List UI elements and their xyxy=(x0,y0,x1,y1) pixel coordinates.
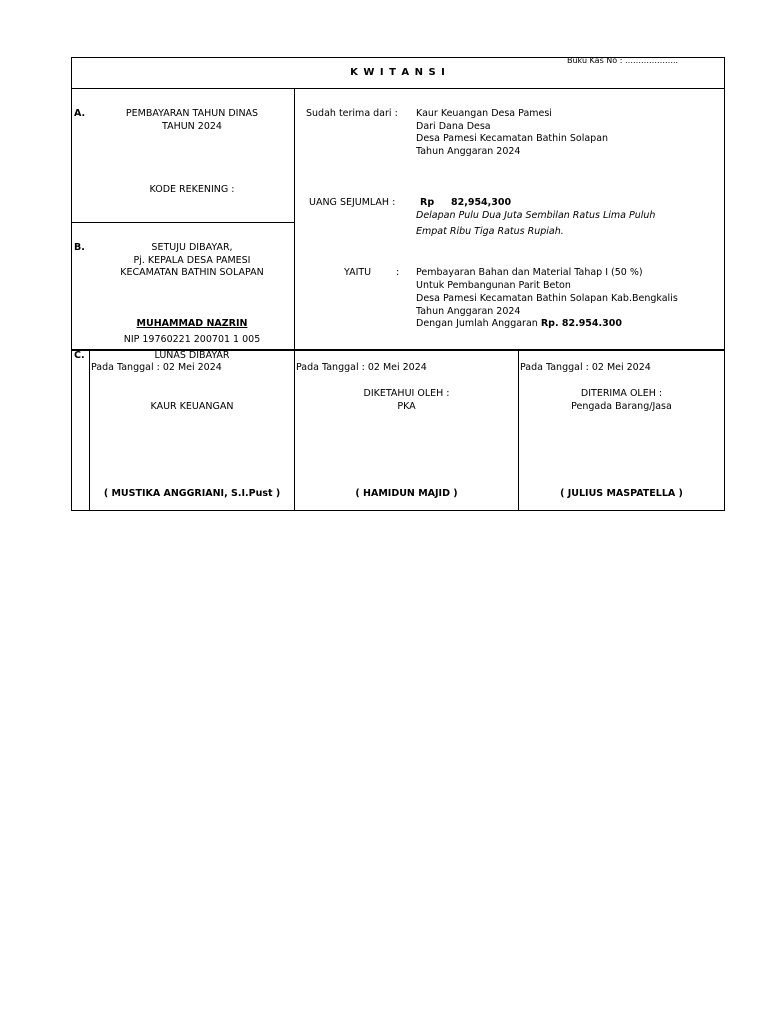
column-3-role-heading: DITERIMA OLEH : xyxy=(580,388,663,399)
amount-in-words-line1: Delapan Pulu Dua Juta Sembilan Ratus Lima Puluh xyxy=(416,210,656,221)
divider-header xyxy=(71,88,725,89)
budget-amount: Rp. 82.954.300 xyxy=(540,318,622,329)
column-2-date: Pada Tanggal : 02 Mei 2024 xyxy=(296,362,427,373)
divider-a-b xyxy=(71,222,295,223)
approval-line2: Pj. KEPALA DESA PAMESI xyxy=(133,255,251,266)
column-1-signatory: ( MUSTIKA ANGGRIANI, S.I.Pust ) xyxy=(103,488,281,499)
received-from-line: Dari Dana Desa xyxy=(416,121,491,132)
section-a-marker: A. xyxy=(74,108,86,119)
purpose-line: Tahun Anggaran 2024 xyxy=(416,306,521,317)
column-2-role-heading: DIKETAHUI OLEH : xyxy=(363,388,450,399)
paid-label: LUNAS DIBAYAR xyxy=(154,350,230,361)
approver-name: MUHAMMAD NAZRIN xyxy=(136,318,248,329)
column-3-signatory: ( JULIUS MASPATELLA ) xyxy=(560,488,683,499)
budget-prefix: Dengan Jumlah Anggaran xyxy=(416,318,541,329)
section-b-marker: B. xyxy=(74,242,85,253)
purpose-colon: : xyxy=(396,267,400,278)
purpose-line: Desa Pamesi Kecamatan Bathin Solapan Kab.Bengkalis xyxy=(416,293,678,304)
kode-rekening-label: KODE REKENING : xyxy=(149,184,235,195)
amount-value: 82,954,300 xyxy=(451,197,512,208)
border-bottom xyxy=(71,510,725,511)
column-1-date: Pada Tanggal : 02 Mei 2024 xyxy=(91,362,222,373)
border-left xyxy=(71,57,72,511)
section-a-line1: PEMBAYARAN TAHUN DINAS xyxy=(125,108,259,119)
document-title: K W I T A N S I xyxy=(350,67,446,78)
divider-right-column xyxy=(518,350,519,511)
purpose-line: Pembayaran Bahan dan Material Tahap I (50 %) xyxy=(416,267,643,278)
approver-nip: NIP 19760221 200701 1 005 xyxy=(123,334,261,345)
approval-line1: SETUJU DIBAYAR, xyxy=(151,242,233,253)
divider-marker-column xyxy=(89,350,90,511)
section-a-line2: TAHUN 2024 xyxy=(162,121,222,132)
received-from-line: Tahun Anggaran 2024 xyxy=(416,146,521,157)
border-right xyxy=(724,57,725,511)
column-2-signatory: ( HAMIDUN MAJID ) xyxy=(355,488,458,499)
column-1-role: KAUR KEUANGAN xyxy=(150,401,234,412)
purpose-line: Untuk Pembangunan Parit Beton xyxy=(416,280,571,291)
budget-line xyxy=(416,318,622,329)
received-from-line: Desa Pamesi Kecamatan Bathin Solapan xyxy=(416,133,609,144)
amount-in-words-line2: Empat Ribu Tiga Ratus Rupiah. xyxy=(416,226,564,237)
divider-left-column xyxy=(294,88,295,511)
buku-kas-number: Buku Kas No : ……………….. xyxy=(567,56,679,65)
column-2-role: PKA xyxy=(397,401,416,412)
received-from-line: Kaur Keuangan Desa Pamesi xyxy=(416,108,552,119)
section-c-marker: C. xyxy=(74,350,85,361)
received-from-label: Sudah terima dari : xyxy=(306,108,398,119)
approval-line3: KECAMATAN BATHIN SOLAPAN xyxy=(120,267,264,278)
column-3-role: Pengada Barang/Jasa xyxy=(571,401,672,412)
amount-label: UANG SEJUMLAH : xyxy=(309,197,396,208)
column-3-date: Pada Tanggal : 02 Mei 2024 xyxy=(520,362,651,373)
purpose-label: YAITU xyxy=(344,267,372,278)
amount-currency: Rp xyxy=(420,197,435,208)
